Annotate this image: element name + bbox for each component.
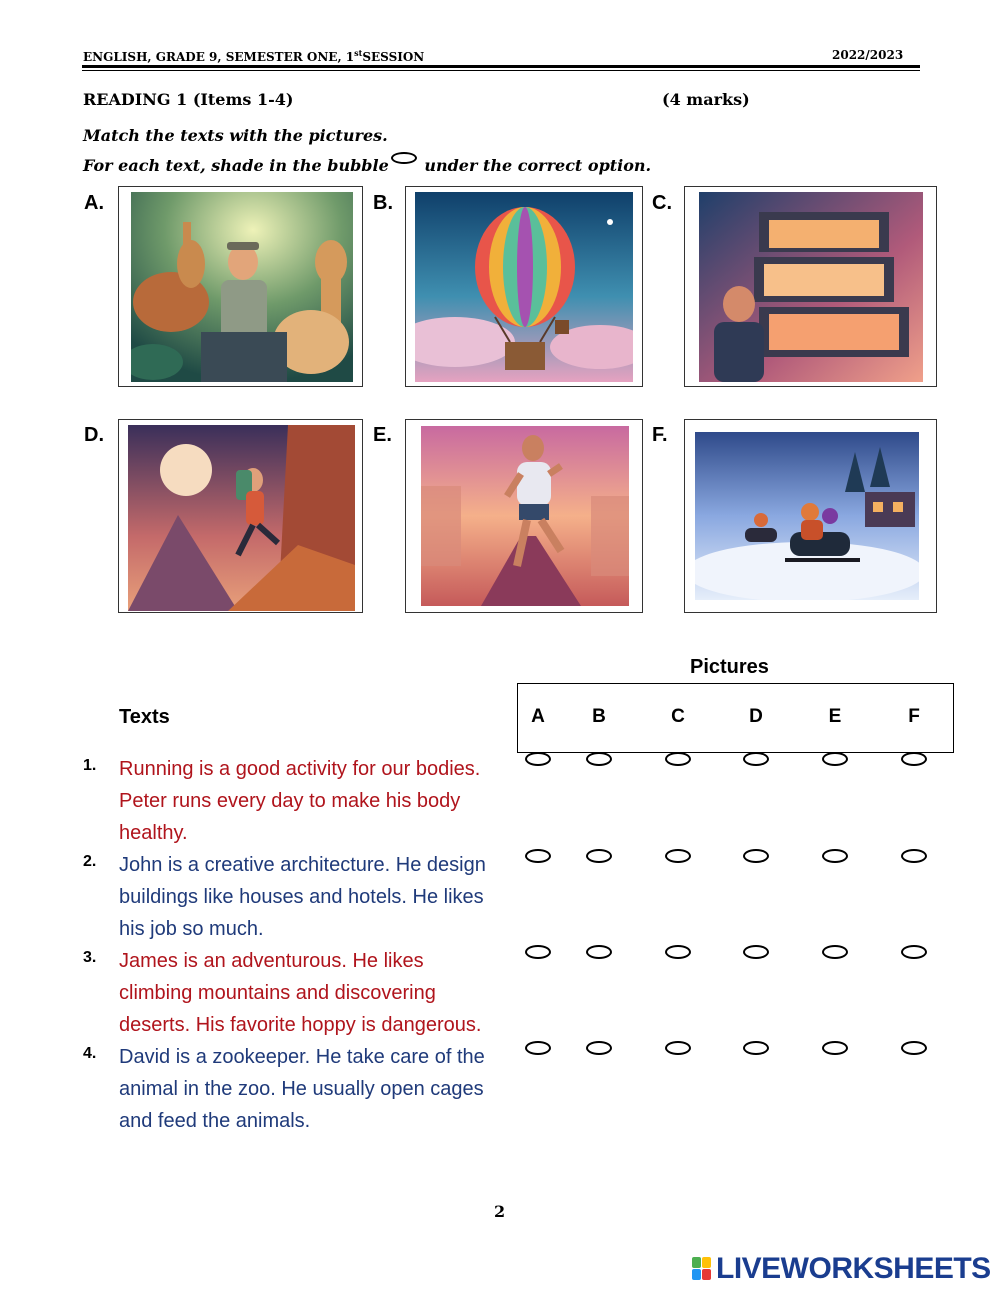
bubble-example-icon (391, 152, 417, 164)
picture-f-frame (684, 419, 937, 613)
instruction-line-2: For each text, shade in the bubble under the correct option. (83, 152, 651, 175)
climber-illustration (128, 425, 355, 611)
section-title: READING 1 (Items 1-4) (83, 90, 294, 109)
picture-label-b: B. (373, 192, 393, 214)
texts-heading: Texts (119, 706, 170, 728)
bubble-1-f[interactable] (901, 752, 927, 766)
snowmobile-illustration (695, 432, 919, 600)
bubble-1-a[interactable] (525, 752, 551, 766)
bubble-2-b[interactable] (586, 849, 612, 863)
item-text-2: John is a creative architecture. He design buildings like houses and hotels. He likes his job so much. (119, 854, 486, 940)
bubble-1-c[interactable] (665, 752, 691, 766)
header-rule (82, 65, 920, 68)
bubble-3-b[interactable] (586, 945, 612, 959)
bubble-2-d[interactable] (743, 849, 769, 863)
bubble-3-a[interactable] (525, 945, 551, 959)
column-label-d: D (749, 706, 763, 727)
bubble-3-d[interactable] (743, 945, 769, 959)
bubble-2-f[interactable] (901, 849, 927, 863)
picture-d-frame (118, 419, 363, 613)
bubble-4-a[interactable] (525, 1041, 551, 1055)
page-number: 2 (494, 1202, 506, 1221)
bubble-4-b[interactable] (586, 1041, 612, 1055)
item-number-2: 2. (83, 853, 97, 870)
picture-label-a: A. (84, 192, 104, 214)
picture-c-frame (684, 186, 937, 387)
section-marks: (4 marks) (662, 90, 750, 109)
bubble-3-f[interactable] (901, 945, 927, 959)
picture-b-frame (405, 186, 643, 387)
picture-label-f: F. (652, 424, 668, 446)
bubble-2-c[interactable] (665, 849, 691, 863)
bubble-2-e[interactable] (822, 849, 848, 863)
liveworksheets-mark-icon (692, 1257, 712, 1281)
bubble-4-d[interactable] (743, 1041, 769, 1055)
item-text-3: James is an adventurous. He likes climbing mountains and discovering deserts. His favorite hoppy is dangerous. (119, 950, 482, 1036)
runner-illustration (421, 426, 629, 606)
bubble-4-e[interactable] (822, 1041, 848, 1055)
liveworksheets-logo[interactable]: LIVEWORKSHEETS (692, 1252, 991, 1286)
bubble-1-e[interactable] (822, 752, 848, 766)
picture-label-c: C. (652, 192, 672, 214)
column-label-c: C (671, 706, 685, 727)
header-title: ENGLISH, GRADE 9, SEMESTER ONE, 1stSESSION (83, 48, 425, 64)
column-label-e: E (828, 706, 842, 727)
item-number-1: 1. (83, 757, 97, 774)
bubble-3-e[interactable] (822, 945, 848, 959)
item-text-1: Running is a good activity for our bodies. Peter runs every day to make his body healthy. (119, 758, 481, 844)
picture-label-d: D. (84, 424, 104, 446)
pictures-heading: Pictures (690, 656, 769, 678)
item-text-4: David is a zookeeper. He take care of the animal in the zoo. He usually open cages and feed the animals. (119, 1046, 485, 1132)
picture-label-e: E. (373, 424, 392, 446)
bubble-3-c[interactable] (665, 945, 691, 959)
zookeeper-illustration (131, 192, 353, 382)
header-year: 2022/2023 (832, 48, 904, 62)
item-number-3: 3. (83, 949, 97, 966)
header-rule-thin (82, 70, 920, 71)
item-number-4: 4. (83, 1045, 97, 1062)
column-label-f: F (908, 706, 920, 727)
picture-e-frame (405, 419, 643, 613)
picture-a-frame (118, 186, 363, 387)
bubble-4-f[interactable] (901, 1041, 927, 1055)
architect-illustration (699, 192, 923, 382)
column-label-a: A (531, 706, 545, 727)
bubble-1-d[interactable] (743, 752, 769, 766)
column-label-b: B (592, 706, 606, 727)
hot-air-balloon-illustration (415, 192, 633, 382)
options-header-box (517, 683, 954, 753)
bubble-4-c[interactable] (665, 1041, 691, 1055)
bubble-1-b[interactable] (586, 752, 612, 766)
instruction-line-1: Match the texts with the pictures. (83, 126, 388, 145)
bubble-2-a[interactable] (525, 849, 551, 863)
